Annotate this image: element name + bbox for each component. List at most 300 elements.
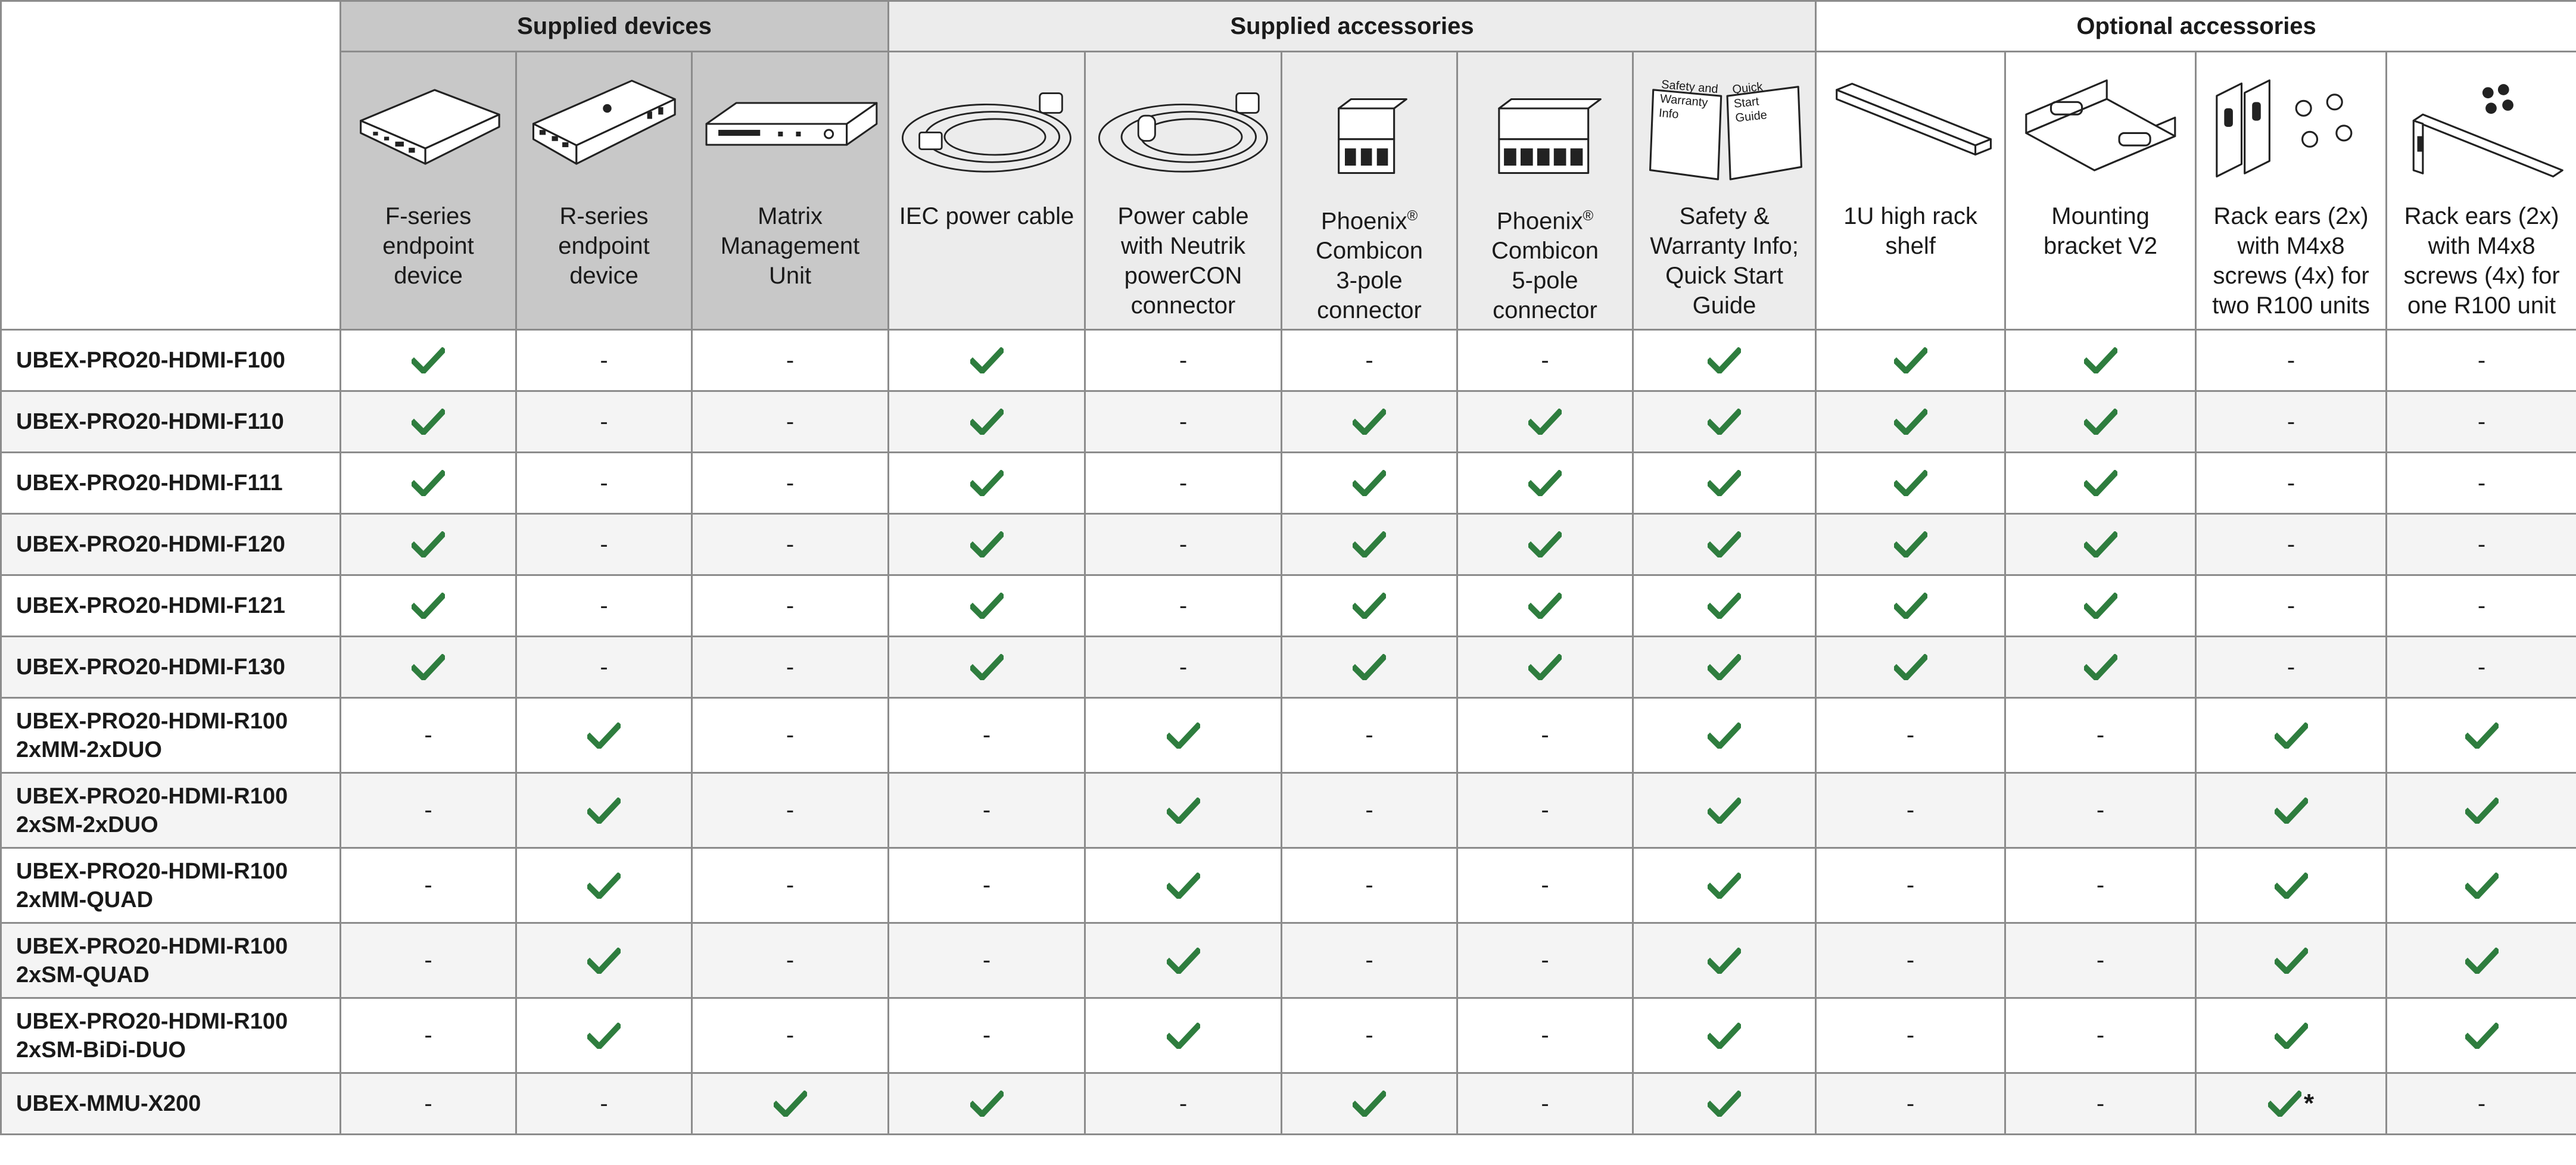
table-cell [692,923,889,998]
check-icon [1708,873,1741,899]
check-icon [1167,1023,1200,1049]
dash-mark: - [1906,947,1915,973]
check-icon [1708,798,1741,824]
table-cell [2005,848,2196,923]
table-cell [2196,848,2387,923]
table-cell [341,1073,516,1135]
dash-mark: - [2096,797,2105,823]
table-cell [1085,637,1282,698]
row-product-name: UBEX-PRO20-HDMI-R100 2xSM-QUAD [1,923,341,998]
table-cell [889,698,1085,773]
table-cell [1282,391,1457,453]
col-iec-power-cable [889,52,1085,330]
dash-mark: - [2477,653,2486,680]
check-icon [587,873,621,899]
table-cell [1816,698,2005,773]
check-icon [1353,1091,1386,1117]
dash-mark: - [786,653,795,680]
check-icon [412,654,445,680]
check-icon [1353,654,1386,680]
table-cell [516,391,692,453]
group-supplied-accessories: Supplied accessories [889,1,1816,52]
col-label: Power cable with Neutrik powerCON connector [1117,203,1249,319]
table-row [1,698,2576,773]
dash-mark: - [982,872,991,898]
check-icon [2275,873,2308,899]
col-phoenix-3pole [1282,52,1457,330]
table-cell [341,330,516,391]
table-cell [1816,637,2005,698]
check-icon [2084,347,2117,373]
table-cell [889,848,1085,923]
dash-mark: - [424,1022,432,1048]
table-cell [2387,773,2576,848]
dash-mark: - [2096,1090,2105,1117]
table-cell [1457,923,1633,998]
check-icon [2465,1023,2499,1049]
row-product-name: UBEX-PRO20-HDMI-R100 2xMM-2xDUO [1,698,341,773]
row-product-name: UBEX-PRO20-HDMI-F120 [1,514,341,575]
table-cell [1457,1073,1633,1135]
check-icon [1708,654,1741,680]
check-icon [1708,470,1741,496]
table-cell [1085,453,1282,514]
dash-mark: - [1541,872,1549,898]
table-cell [2005,330,2196,391]
dash-mark: - [2096,872,2105,898]
table-cell [1085,698,1282,773]
table-cell [1633,391,1816,453]
table-cell [1633,1073,1816,1135]
table-cell [1085,391,1282,453]
table-cell [1816,453,2005,514]
dash-mark: - [424,872,432,898]
check-icon [1708,409,1741,435]
table-cell [2005,698,2196,773]
table-cell [2196,514,2387,575]
check-icon [1528,409,1562,435]
table-cell [1085,575,1282,637]
dash-mark: - [1179,469,1188,496]
dash-mark: - [1179,592,1188,619]
group-supplied-devices: Supplied devices [341,1,889,52]
row-product-name: UBEX-PRO20-HDMI-F130 [1,637,341,698]
col-matrix-management-unit [692,52,889,330]
table-cell [516,773,692,848]
col-label: 1U high rack shelf [1843,203,1977,259]
table-cell [1457,998,1633,1073]
table-row [1,998,2576,1073]
table-cell [1085,1073,1282,1135]
table-cell [692,391,889,453]
table-cell [1816,391,2005,453]
table-cell [516,637,692,698]
col-label: Rack ears (2x) with M4x8 screws (4x) for one R100 unit [2403,203,2560,319]
table-cell [692,637,889,698]
table-cell [1282,1073,1457,1135]
check-icon [2465,873,2499,899]
table-cell [1633,575,1816,637]
rack-ears-one-icon [2395,58,2569,195]
table-cell [2196,698,2387,773]
table-cell [692,330,889,391]
table-cell [889,330,1085,391]
dash-mark: - [1906,1022,1915,1048]
dash-mark: - [2477,347,2486,373]
table-row [1,453,2576,514]
dash-mark: - [786,408,795,435]
dash-mark: - [1541,947,1549,973]
dash-mark: - [600,347,608,373]
table-cell [2387,698,2576,773]
dash-mark: - [424,722,432,748]
col-label: Mounting bracket V2 [2043,203,2158,259]
table-cell [1282,453,1457,514]
row-product-name: UBEX-PRO20-HDMI-F110 [1,391,341,453]
table-body [1,330,2576,1135]
check-icon [2465,948,2499,974]
table-cell [889,1073,1085,1135]
table-row [1,575,2576,637]
dash-mark: - [786,347,795,373]
table-cell [2196,330,2387,391]
dash-mark: - [2477,469,2486,496]
table-cell [889,998,1085,1073]
dash-mark: - [1365,797,1373,823]
table-cell [1633,637,1816,698]
dash-mark: - [600,592,608,619]
check-icon [1528,593,1562,619]
check-icon [587,1023,621,1049]
table-cell [2005,453,2196,514]
table-cell [2387,848,2576,923]
dash-mark: - [1541,722,1549,748]
dash-mark: - [600,1090,608,1117]
check-icon [1708,593,1741,619]
table-cell [1085,330,1282,391]
f-series-device-icon [348,58,509,195]
mounting-bracket-icon [2014,58,2188,195]
table-cell [2387,575,2576,637]
table-cell [341,998,516,1073]
table-cell [1816,848,2005,923]
dash-mark: - [424,1090,432,1117]
table-cell [516,514,692,575]
check-icon [1894,347,1927,373]
table-cell [341,514,516,575]
dash-mark: - [786,797,795,823]
dash-mark: - [1541,797,1549,823]
table-cell [889,575,1085,637]
table-cell [1457,453,1633,514]
table-cell [516,698,692,773]
dash-mark: - [2477,408,2486,435]
table-cell [2387,514,2576,575]
table-cell [1085,998,1282,1073]
table-cell [2196,773,2387,848]
check-icon [970,409,1004,435]
rack-ears-two-icon [2204,58,2378,195]
dash-mark: - [1906,872,1915,898]
table-cell [1816,998,2005,1073]
table-cell [2387,330,2576,391]
check-icon [1353,409,1386,435]
table-cell [692,698,889,773]
check-icon [1708,531,1741,557]
check-icon [2275,948,2308,974]
check-icon [412,593,445,619]
dash-mark: - [786,947,795,973]
table-cell [692,453,889,514]
iec-power-cable-icon [897,58,1076,195]
table-cell [2196,453,2387,514]
dash-mark: - [786,592,795,619]
dash-mark: - [786,469,795,496]
dash-mark: - [2287,347,2295,373]
col-rack-ears-two [2196,52,2387,330]
table-cell [1816,575,2005,637]
table-cell [1633,848,1816,923]
table-row [1,330,2576,391]
table-cell [2387,923,2576,998]
dash-mark: - [1365,347,1373,373]
check-icon [1894,593,1927,619]
dash-mark: - [786,872,795,898]
dash-mark: - [786,531,795,557]
table-row [1,773,2576,848]
dash-mark: - [982,722,991,748]
check-icon [2465,798,2499,824]
dash-mark: - [1541,1090,1549,1117]
check-icon [2084,409,2117,435]
table-cell [1457,698,1633,773]
dash-mark: - [982,797,991,823]
table-cell [341,923,516,998]
item-header-row [1,52,2576,330]
table-cell [1282,514,1457,575]
check-icon [1353,593,1386,619]
table-cell [516,923,692,998]
matrix-management-unit-icon [700,58,880,195]
check-icon [1528,531,1562,557]
table-cell [341,773,516,848]
dash-mark: - [1179,408,1188,435]
dash-mark: - [1365,872,1373,898]
table-cell [2005,637,2196,698]
table-cell [889,391,1085,453]
table-cell [2196,998,2387,1073]
table-cell [2005,391,2196,453]
dash-mark: - [2477,531,2486,557]
check-icon [2084,593,2117,619]
dash-mark: - [2477,592,2486,619]
table-cell [1457,330,1633,391]
dash-mark: - [424,947,432,973]
table-cell [1282,637,1457,698]
dash-mark: - [1365,1022,1373,1048]
booklet-right-text: Quick Start Guide [1731,80,1768,125]
check-icon [1708,1023,1741,1049]
table-cell [341,637,516,698]
row-product-name: UBEX-PRO20-HDMI-R100 2xMM-QUAD [1,848,341,923]
table-cell [341,453,516,514]
check-icon [970,593,1004,619]
col-mounting-bracket [2005,52,2196,330]
table-cell [2196,575,2387,637]
check-icon [1708,722,1741,749]
check-icon [1708,347,1741,373]
check-icon [2275,1023,2308,1049]
r-series-device-icon [524,58,684,195]
table-cell [1633,514,1816,575]
table-cell [1457,514,1633,575]
table-cell [1816,773,2005,848]
check-icon [412,470,445,496]
check-icon [2275,722,2308,749]
check-icon [1894,470,1927,496]
dash-mark: - [2287,592,2295,619]
table-cell [2196,637,2387,698]
col-label: F-series endpoint device [382,203,474,289]
rack-shelf-icon [1824,58,1997,195]
table-cell [2196,1073,2387,1135]
check-icon [970,470,1004,496]
dash-mark: - [600,408,608,435]
table-cell [692,575,889,637]
table-cell [889,773,1085,848]
dash-mark: - [600,653,608,680]
table-cell [1633,998,1816,1073]
table-cell [1457,637,1633,698]
table-cell [341,575,516,637]
dash-mark: - [2287,531,2295,557]
check-icon [412,409,445,435]
dash-mark: - [424,797,432,823]
col-label: R-series endpoint device [558,203,650,289]
check-icon [412,531,445,557]
table-cell [2005,575,2196,637]
powercon-cable-icon [1094,58,1273,195]
dash-mark: - [1365,722,1373,748]
table-cell [1816,330,2005,391]
dash-mark: - [2287,408,2295,435]
table-cell [516,453,692,514]
check-icon [1167,873,1200,899]
table-cell [516,575,692,637]
table-cell [2005,998,2196,1073]
table-cell [692,514,889,575]
col-label: Phoenix® Combicon 5-pole connector [1491,208,1599,324]
table-cell [2005,514,2196,575]
table-cell [692,998,889,1073]
dash-mark: - [786,1022,795,1048]
table-cell [2387,998,2576,1073]
group-optional-accessories: Optional accessories [1816,1,2576,52]
dash-mark: - [1179,347,1188,373]
check-icon [1528,654,1562,680]
check-icon [970,347,1004,373]
check-icon [587,798,621,824]
dash-mark: - [982,947,991,973]
check-icon [970,531,1004,557]
table-cell [1282,698,1457,773]
dash-mark: - [2287,653,2295,680]
row-product-name: UBEX-PRO20-HDMI-F121 [1,575,341,637]
col-phoenix-5pole [1457,52,1633,330]
table-cell [889,923,1085,998]
dash-mark: - [600,469,608,496]
table-cell [1085,514,1282,575]
row-product-name: UBEX-PRO20-HDMI-R100 2xSM-BiDi-DUO [1,998,341,1073]
dash-mark: - [982,1022,991,1048]
table-cell [1633,330,1816,391]
table-cell [1282,330,1457,391]
col-label: Rack ears (2x) with M4x8 screws (4x) for two R100 units [2212,203,2370,319]
col-label: Phoenix® Combicon 3-pole connector [1315,208,1424,324]
check-icon [587,948,621,974]
group-header-row [1,1,2576,52]
table-cell [341,698,516,773]
check-icon [2084,531,2117,557]
table-cell [889,514,1085,575]
col-rack-ears-one [2387,52,2576,330]
col-safety-quickstart [1633,52,1816,330]
check-icon [412,347,445,373]
check-icon [1167,948,1200,974]
dash-mark: - [1906,722,1915,748]
table-cell [1457,391,1633,453]
footnote-star: * [2304,1089,2315,1118]
check-icon [774,1091,807,1117]
check-icon [1167,798,1200,824]
table-cell [2196,391,2387,453]
phoenix-3pole-icon [1289,58,1450,195]
table-cell [889,637,1085,698]
col-powercon-cable [1085,52,1282,330]
corner-cell [1,1,341,330]
table-cell [516,1073,692,1135]
table-cell [341,848,516,923]
col-r-series [516,52,692,330]
dash-mark: - [2096,722,2105,748]
table-cell [516,330,692,391]
dash-mark: - [2287,469,2295,496]
table-row [1,637,2576,698]
table-cell [2005,923,2196,998]
check-icon [2084,470,2117,496]
check-icon [970,1091,1004,1117]
col-label: Safety & Warranty Info; Quick Start Guide [1650,203,1799,319]
table-cell [2196,923,2387,998]
check-icon [2268,1091,2301,1117]
dash-mark: - [1365,947,1373,973]
check-icon [1167,722,1200,749]
table-cell [1633,453,1816,514]
dash-mark: - [1179,531,1188,557]
check-icon [1528,470,1562,496]
row-product-name: UBEX-MMU-X200 [1,1073,341,1135]
table-row [1,391,2576,453]
table-cell [516,848,692,923]
table-cell [1282,998,1457,1073]
table-cell [889,453,1085,514]
check-icon [1894,531,1927,557]
table-cell [1816,923,2005,998]
table-cell [1457,848,1633,923]
table-cell [2387,391,2576,453]
table-row [1,923,2576,998]
check-icon [970,654,1004,680]
